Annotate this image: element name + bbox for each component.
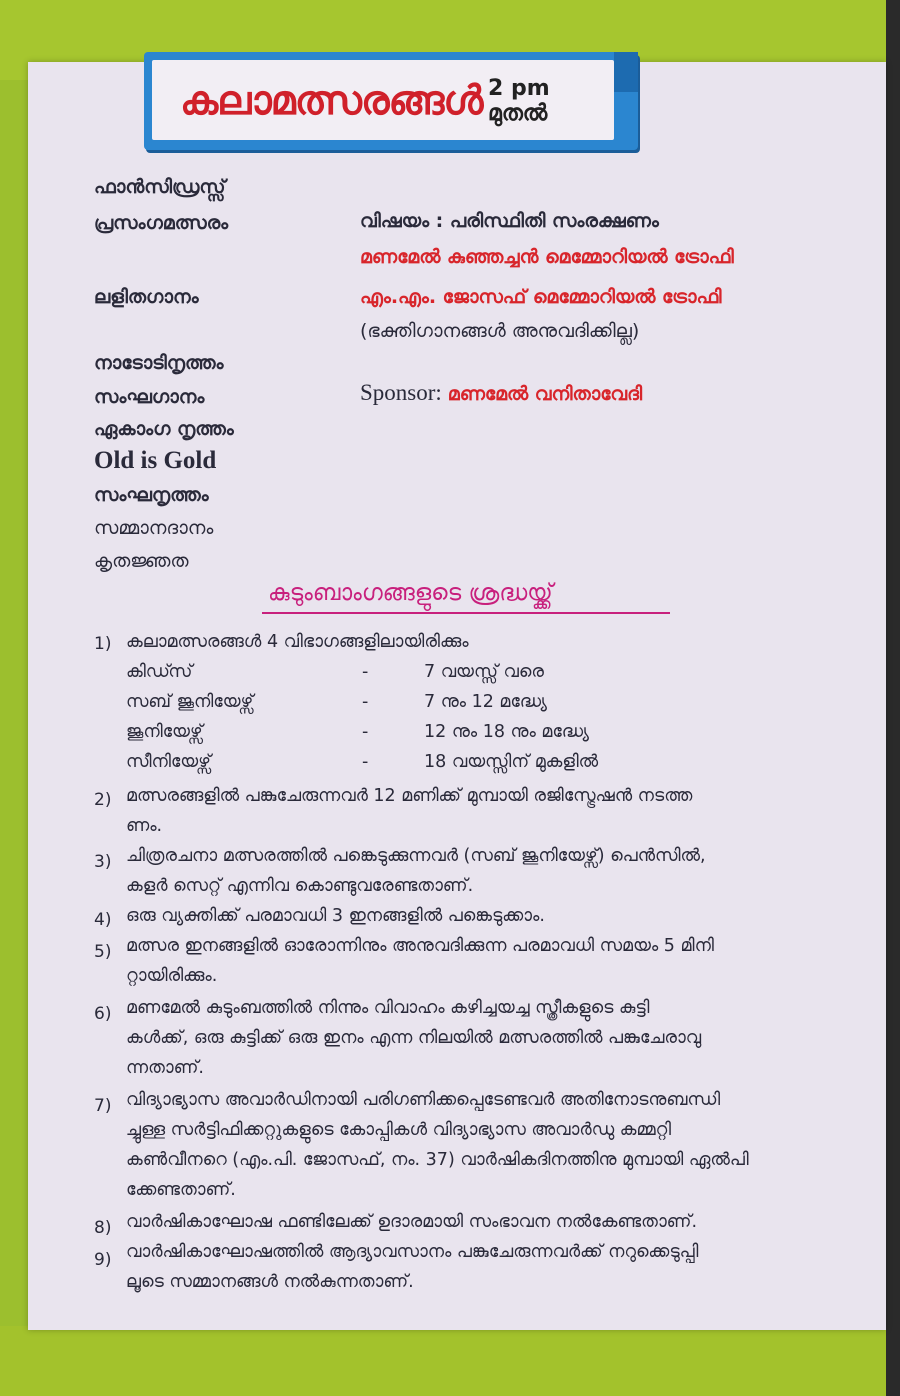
category-name: ജൂനിയേഴ്സ്	[126, 722, 203, 742]
item-number: 7)	[94, 1096, 112, 1116]
programme-item: ഏകാംഗ നൃത്തം	[94, 418, 234, 440]
programme-item: സംഘഗാനം	[94, 386, 205, 408]
heading-underline	[262, 612, 670, 614]
category-name: സീനിയേഴ്സ്	[126, 752, 211, 772]
category-age: 7 വയസ്സ് വരെ	[424, 662, 544, 682]
item-number: 3)	[94, 852, 112, 872]
item-line: വാർഷികാഘോഷത്തിൽ ആദ്യാവസാനം പങ്കുചേരുന്നവർക്ക് നറുക്കെടുപ്പി	[126, 1242, 699, 1262]
item-number: 6)	[94, 1004, 112, 1024]
trophy-line: മണമേൽ കുഞ്ഞച്ചൻ മെമ്മോറിയൽ ട്രോഫി	[360, 246, 734, 268]
item-line: ചിത്രരചനാ മത്സരത്തിൽ പങ്കെടുക്കുന്നവർ (സബ് ജൂനിയേഴ്സ്) പെൻസിൽ,	[126, 846, 706, 866]
banner-time: 2 pm മുതൽ	[488, 76, 550, 126]
programme-item: കൃതജ്ഞത	[94, 550, 189, 572]
programme-item: നാടോടിനൃത്തം	[94, 352, 224, 374]
item-line: മത്സര ഇനങ്ങളിൽ ഓരോന്നിനും അനുവദിക്കുന്ന പരമാവധി സമയം 5 മിനി	[126, 936, 714, 956]
sponsor-name: മണമേൽ വനിതാവേദി	[447, 383, 643, 405]
item-line: കൾക്ക്, ഒരു കുട്ടിക്ക് ഒരു ഇനം എന്ന നിലയിൽ മത്സരത്തിൽ പങ്കുചേരാവു	[126, 1028, 702, 1048]
category-age: 12 നും 18 നും മദ്ധ്യേ	[424, 722, 589, 742]
category-age: 7 നും 12 മദ്ധ്യേ	[424, 692, 547, 712]
item-line: മത്സരങ്ങളിൽ പങ്കുചേരുന്നവർ 12 മണിക്ക് മുമ്പായി രജിസ്ട്രേഷൻ നടത്ത	[126, 786, 693, 806]
item-line: വിദ്യാഭ്യാസ അവാർഡിനായി പരിഗണിക്കപ്പെടേണ്ടവർ അതിനോടനുബന്ധി	[126, 1090, 721, 1110]
category-dash: -	[362, 662, 369, 682]
sponsor-label: Sponsor:	[360, 380, 442, 405]
item-line: കൺവീനറെ (എം.പി. ജോസഫ്, നം. 37) വാർഷികദിനത്തിനു മുമ്പായി ഏൽപി	[126, 1150, 749, 1170]
item-line: കലാമത്സരങ്ങൾ 4 വിഭാഗങ്ങളിലായിരിക്കും	[126, 632, 469, 652]
programme-item: ഫാൻസിഡ്രസ്സ്	[94, 176, 226, 198]
green-cover-bottom	[0, 1326, 900, 1396]
item-line: റ്റായിരിക്കും.	[126, 966, 218, 986]
category-age: 18 വയസ്സിന് മുകളിൽ	[424, 752, 599, 772]
item-line: ണം.	[126, 816, 163, 836]
programme-item: Old is Gold	[94, 447, 217, 474]
item-number: 4)	[94, 910, 112, 930]
programme-item: സംഘനൃത്തം	[94, 484, 209, 506]
speech-topic: വിഷയം : പരിസ്ഥിതി സംരക്ഷണം	[360, 210, 659, 232]
programme-item: സമ്മാനദാനം	[94, 517, 214, 539]
banner-title: കലാമത്സരങ്ങൾ	[180, 78, 483, 124]
item-line: കളർ സെറ്റ് എന്നിവ കൊണ്ടുവരേണ്ടതാണ്.	[126, 876, 474, 896]
item-number: 2)	[94, 790, 112, 810]
category-dash: -	[362, 722, 369, 742]
programme-item: ലളിതഗാനം	[94, 286, 199, 308]
item-number: 5)	[94, 942, 112, 962]
trophy-line: എം.എം. ജോസഫ് മെമ്മോറിയൽ ട്രോഫി	[360, 286, 722, 308]
programme-item: പ്രസംഗമത്സരം	[94, 212, 229, 234]
item-number: 1)	[94, 634, 112, 654]
notice-heading: കുടുംബാംഗങ്ങളുടെ ശ്രദ്ധയ്ക്ക്	[268, 580, 553, 606]
item-line: ഒരു വ്യക്തിക്ക് പരമാവധി 3 ഇനങ്ങളിൽ പങ്കെടുക്കാം.	[126, 906, 545, 926]
sponsor-line	[360, 380, 642, 406]
category-name: സബ് ജൂനിയേഴ്സ്	[126, 692, 254, 712]
item-line: വാർഷികാഘോഷ ഫണ്ടിലേക്ക് ഉദാരമായി സംഭാവന നൽകേണ്ടതാണ്.	[126, 1212, 698, 1232]
devotional-note: (ഭക്തിഗാനങ്ങൾ അനുവദിക്കില്ല)	[360, 320, 640, 342]
item-number: 9)	[94, 1250, 112, 1270]
item-line: മണമേൽ കുടുംബത്തിൽ നിന്നും വിവാഹം കഴിച്ചയച്ച സ്ത്രീകളുടെ കുട്ടി	[126, 998, 650, 1018]
category-dash: -	[362, 692, 369, 712]
item-number: 8)	[94, 1218, 112, 1238]
title-banner	[144, 52, 638, 150]
item-line: ലൂടെ സമ്മാനങ്ങൾ നൽകുന്നതാണ്.	[126, 1272, 414, 1292]
item-line: ച്ചുള്ള സർട്ടിഫിക്കറ്റുകളുടെ കോപ്പികൾ വിദ്യാഭ്യാസ അവാർഡു കമ്മറ്റി	[126, 1120, 672, 1140]
dark-edge	[886, 0, 900, 1396]
item-line: ക്കേണ്ടതാണ്.	[126, 1180, 236, 1200]
item-line: ന്നതാണ്.	[126, 1058, 204, 1078]
banner-fold	[614, 52, 638, 92]
category-dash: -	[362, 752, 369, 772]
category-name: കിഡ്സ്	[126, 662, 193, 682]
banner-inner	[152, 60, 614, 140]
